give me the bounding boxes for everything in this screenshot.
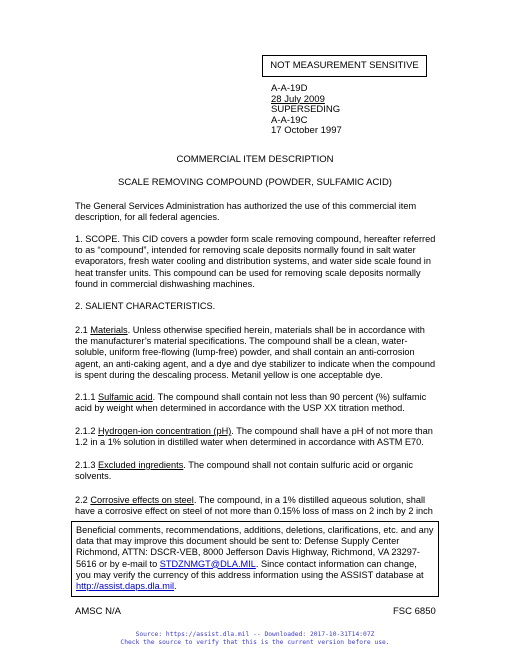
section-line: . The compound shall not contain sulfuric acid or organic [183,460,413,470]
comments-line: data that may improve this document should be sent to: Defense Supply Center [76,536,400,547]
scope-line: evaporators, fresh water cooling and distribution systems, and water side scale found in [75,256,431,267]
section-line: . The compound, in a 1% distilled aqueous solution, shall [193,495,426,505]
comments-line: . Since contact information can change, [255,558,417,569]
email-link[interactable]: STDZNMGT@DLA.MIL [159,558,256,569]
superseding-label: SUPERSEDING [271,104,341,115]
sensitivity-box [262,55,427,77]
section-number: 2.2 [75,495,91,505]
section-2-1-1 [75,392,435,414]
comments-box [71,521,439,597]
section-line: soluble, uniform free-flowing (lump-free) powder, and shall contain an anti-corrosion [75,347,415,358]
salient-heading: 2. SALIENT CHARACTERISTICS. [75,301,216,311]
scope-line: to as “compound”, intended for removing scale deposits normally found in salt water [75,245,416,256]
section-line: acid by weight when determined in accordance with the USP XX titration method. [75,403,405,414]
comments-line: 5616 or by e-mail to [76,558,160,569]
section-line: . The compound shall contain not less than 90 percent (%) sulfamic [152,392,427,402]
section-line: . The compound shall have a pH of not more than [231,426,433,436]
superseded-number: A-A-19C [271,114,308,126]
document-identifier-block [271,84,342,137]
doc-type-title: COMMERCIAL ITEM DESCRIPTION [176,154,334,165]
source-line: Check the source to verify that this is the current version before use. [120,639,390,646]
section-number: 2.1.2 [75,426,98,436]
amsc-label: AMSC N/A [75,606,121,617]
section-line: is spent during the descaling process. Metanil yellow is one acceptable dye. [75,369,383,380]
intro-paragraph [75,201,435,223]
section-title: Hydrogen-ion concentration (pH) [98,426,232,436]
source-line: Source: https://assist.dla.mil -- Downloaded: 2017-10-31T14:07Z [135,631,375,638]
section-2-1-3 [75,460,435,482]
fsc-label: FSC 6850 [393,606,436,617]
scope-paragraph [75,234,435,290]
scope-line: heat transfer units. This compound can be used for removing scale deposits normally [75,267,421,278]
section-line: have a corrosive effect on steel of not more than 0.15% loss of mass on 2 inch by 2 inch [75,506,433,517]
section-2-2 [75,495,435,517]
section-title: Sulfamic acid [98,392,153,402]
comments-line: . [174,581,177,592]
intro-line: description, for all federal agencies. [75,212,220,223]
section-title: Materials [90,325,128,335]
section-line: . Unless otherwise specified herein, materials shall be in accordance with [127,325,425,335]
superseded-date: 17 October 1997 [271,125,342,136]
section-number: 2.1 [75,325,91,335]
section-line: 1.2 in a 1% solution in distilled water when determined in accordance with ASTM E70. [75,437,424,448]
item-name-title: SCALE REMOVING COMPOUND (POWDER, SULFAMIC ACID) [118,177,392,188]
scope-line: 1. SCOPE. This CID covers a powder form scale removing compound, hereafter referred [75,234,436,244]
comments-line: Richmond, ATTN: DSCR-VEB, 8000 Jefferson Davis Highway, Richmond, VA 23297- [76,547,420,558]
section-line: solvents. [75,471,112,482]
assist-url-link[interactable]: http://assist.daps.dla.mil [76,581,175,592]
doc-number: A-A-19D [271,83,308,94]
intro-line: The General Services Administration has authorized the use of this commercial item [75,201,417,211]
section-number: 2.1.3 [75,460,98,470]
section-2-1-2 [75,426,435,448]
source-notice [0,631,510,647]
comments-line: you may verify the currency of this address information using the ASSIST database at [76,569,424,580]
doc-date: 28 July 2009 [271,93,325,105]
section-title: Corrosive effects on steel [90,495,194,505]
section-line: the manufacturer’s material specifications. The compound shall be a clean, water- [75,336,408,347]
section-number: 2.1.1 [75,392,98,402]
section-title: Excluded ingredients [98,460,184,470]
section-line: agent, an anti-caking agent, and a dye and dye stabilizer to indicate when the compound [75,358,436,369]
sensitivity-label: NOT MEASUREMENT SENSITIVE [270,60,419,71]
section-2-1 [75,325,435,381]
comments-line: Beneficial comments, recommendations, additions, deletions, clarifications, etc. and any [76,525,434,535]
scope-line: found in commercial dishwashing machines. [75,278,255,289]
